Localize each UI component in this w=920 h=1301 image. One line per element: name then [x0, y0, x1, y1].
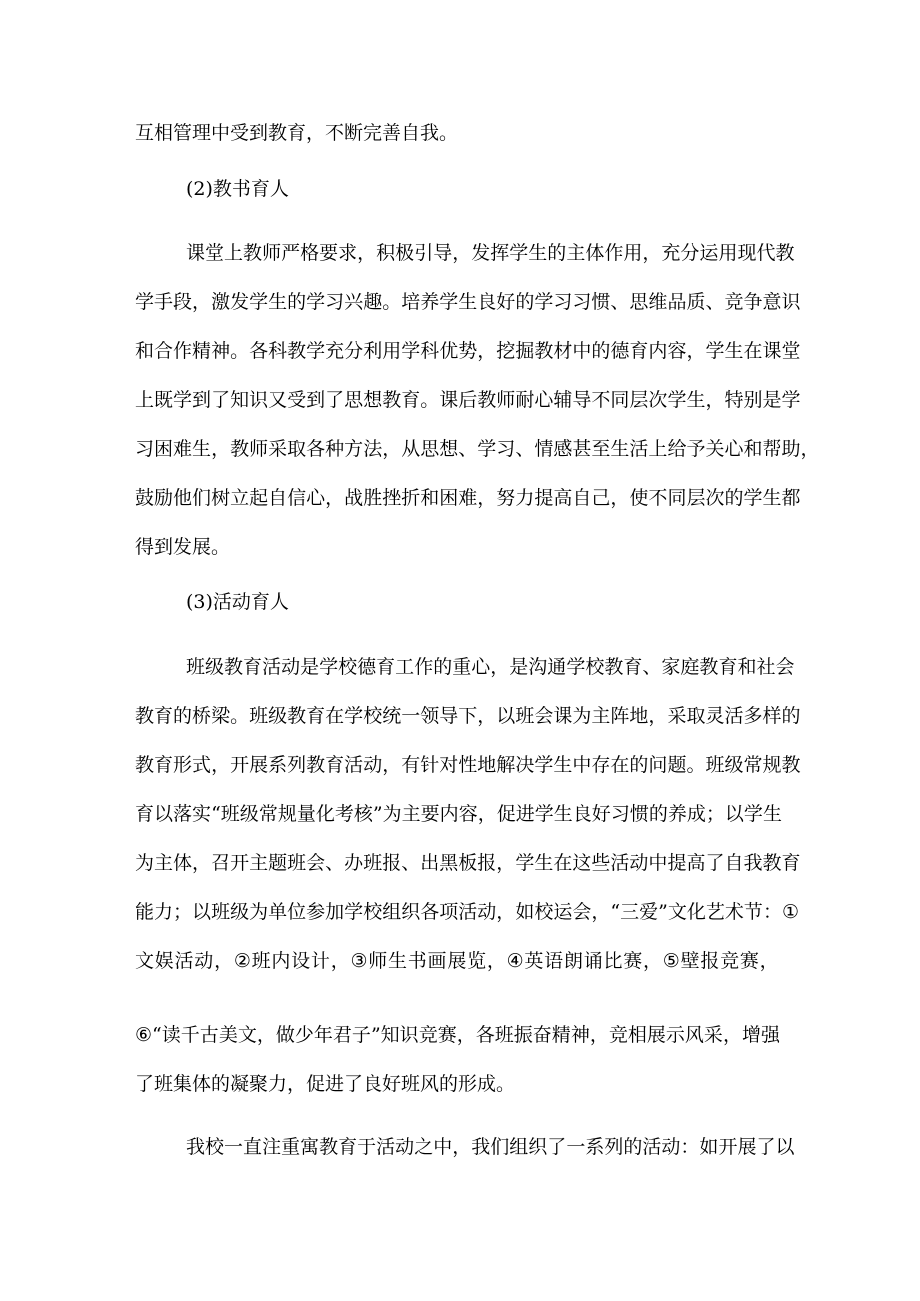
paragraph-line: 上 既 学 到 了 知 识 又 受 到 了 思 想 教 育 。 课 后 教 师 耐 心 辅 导 不 同 层 次 学 生 ， 特 别 是 学 [135, 389, 801, 411]
paragraph-line: 教 育 的 桥 梁 。 班 级 教 育 在 学 校 统 一 领 导 下 ， 以 班 会 课 为 主 阵 地 ， 采 取 灵 活 多 样 的 [135, 705, 801, 727]
paragraph-line: 和 合 作 精 神 。 各 科 教 学 充 分 利 用 学 科 优 势 ， 挖 掘 教 材 中 的 德 育 内 容 ， 学 生 在 课 堂 [135, 340, 801, 362]
paragraph-line: 我 校 一 直 注 重 寓 教 育 于 活 动 之 中 ， 我 们 组 织 了 一 系 列 的 活 动 ： 如 开 展 了 以 [186, 1136, 795, 1158]
paragraph-line: 互相管理中受到教育，不断完善自我。 [135, 122, 459, 144]
paragraph-line: ⑥ “ 读 千 古 美 文 ， 做 少 年 君 子 ” 知 识 竞 赛 ， 各 班 振 奋 精 神 ， 竞 相 展 示 风 采 ， 增 强 [135, 1024, 780, 1046]
paragraph-line: 课 堂 上 教 师 严 格 要 求 ， 积 极 引 导 ， 发 挥 学 生 的 主 体 作 用 ， 充 分 运 用 现 代 教 [186, 242, 795, 264]
paragraph-line: 教 育 形 式 ， 开 展 系 列 教 育 活 动 ， 有 针 对 性 地 解 决 学 生 中 存 在 的 问 题 。 班 级 常 规 教 [135, 754, 801, 776]
paragraph-line: 鼓 励 他 们 树 立 起 自 信 心 ， 战 胜 挫 折 和 困 难 ， 努 力 提 高 自 己 ， 使 不 同 层 次 的 学 生 都 [135, 487, 801, 509]
paragraph-line: 班 级 教 育 活 动 是 学 校 德 育 工 作 的 重 心 ， 是 沟 通 学 校 教 育 、 家 庭 教 育 和 社 会 [186, 656, 795, 678]
paragraph-line: 了班集体的凝聚力，促进了良好班风的形成。 [135, 1073, 516, 1095]
section-heading-teaching: (2)教书育人 [186, 178, 289, 200]
paragraph-line: 学 手 段 ， 激 发 学 生 的 学 习 兴 趣 。 培 养 学 生 良 好 的 学 习 习 惯 、 思 维 品 质 、 竞 争 意 识 [135, 291, 801, 313]
paragraph-line: 文 娱 活 动 ， ② 班 内 设 计 ， ③ 师 生 书 画 展 览 ， ④ 英 语 朗 诵 比 赛 ， ⑤ 壁 报 竞 赛 ， [135, 950, 779, 972]
paragraph-line: 习 困 难 生 ， 教 师 采 取 各 种 方 法 ， 从 思 想 、 学 习 、 情 感 甚 至 生 活 上 给 予 关 心 和 帮 助 ， [135, 438, 820, 460]
paragraph-line: 能 力 ； 以 班 级 为 单 位 参 加 学 校 组 织 各 项 活 动 ， 如 校 运 会 ， “ 三 爱 ” 文 化 艺 术 节 ： ① [135, 901, 799, 923]
section-heading-activity: (3)活动育人 [186, 591, 289, 613]
paragraph-line: 为 主 体 ， 召 开 主 题 班 会 、 办 班 报 、 出 黑 板 报 ， 学 生 在 这 些 活 动 中 提 高 了 自 我 教 育 [135, 852, 801, 874]
paragraph-line: 得到发展。 [135, 536, 231, 558]
paragraph-line: 育 以 落 实 “ 班 级 常 规 量 化 考 核 ” 为 主 要 内 容 ， 促 进 学 生 良 好 习 惯 的 养 成 ； 以 学 生 [135, 803, 782, 825]
